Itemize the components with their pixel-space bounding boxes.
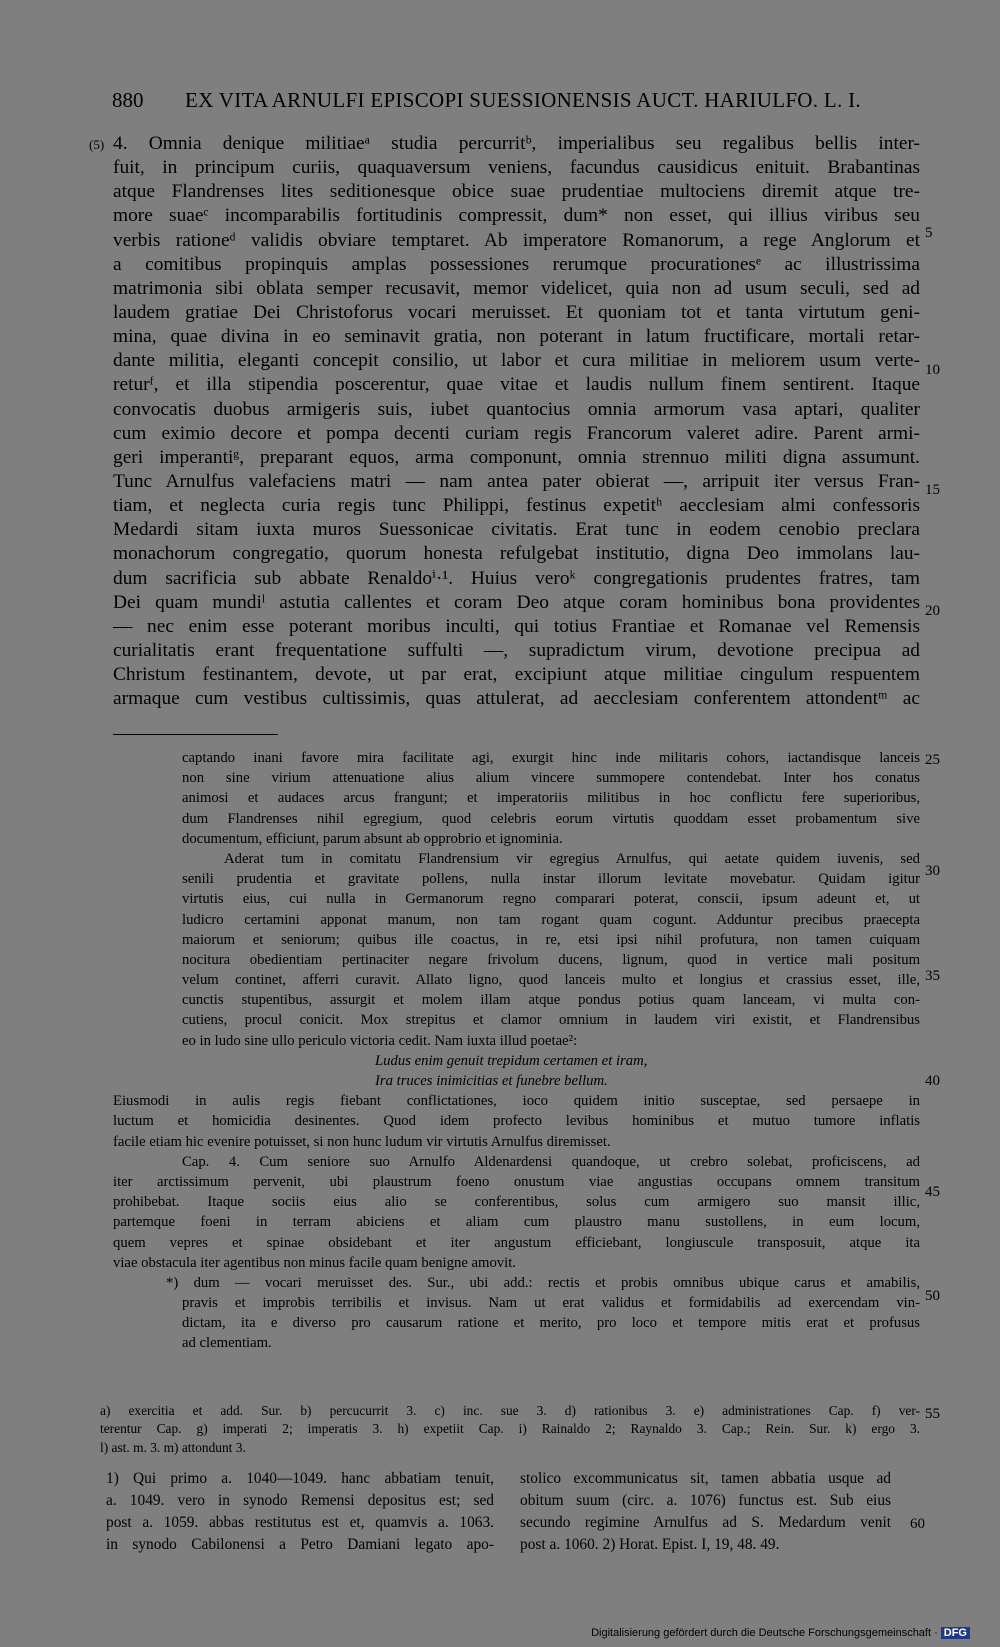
variant-line: l) ast. m. 3. m) attondunt 3. bbox=[100, 1439, 246, 1455]
line-number: 10 bbox=[925, 362, 940, 378]
line-number: 30 bbox=[925, 863, 940, 879]
text-line: laudem gratiae Dei Christoforus vocari meruisset. Et quoniam tot et tanta virtutum geni- bbox=[113, 301, 920, 323]
quote-line: nocitura obedientiam pertinaciter negare frivolum ducens, lignum, quod in vertice mali positum bbox=[182, 951, 920, 968]
quote-line: dum Flandrenses nihil egregium, quod celebris eorum virtutis quoddam esset probamentum sive bbox=[182, 810, 920, 827]
text-line: Medardi sitam iuxta muros Suessonicae civitatis. Erat tunc in eodem cenobio preclara bbox=[113, 519, 920, 541]
quote-line: maiorum et seniorum; quibus ille coactus, in re, etsi ipsi nihil profutura, non tamen cuiquam bbox=[182, 931, 920, 948]
footnote-separator bbox=[113, 734, 278, 735]
line-number: 5 bbox=[925, 225, 933, 241]
text-line: convocatis duobus armigeris suis, iubet quantocius omnia armorum vasa aptari, qualiter bbox=[113, 398, 920, 420]
section-marker: (5) bbox=[89, 137, 105, 152]
digitization-credit bbox=[591, 1627, 970, 1639]
line-number: 40 bbox=[925, 1073, 940, 1089]
note-line: post a. 1059. abbas restitutus est et, quamvis a. 1063. bbox=[106, 1513, 494, 1531]
variant-line: terentur Cap. g) imperati 2; imperatis 3. h) expetiit Cap. i) Rainaldo 2; Raynaldo 3. Cap.; Rein. Sur. k) ergo 3. bbox=[100, 1421, 920, 1437]
quote-line: Aderat tum in comitatu Flandrensium vir egregius Arnulfus, qui aetate quidem iuvenis, sed bbox=[224, 850, 920, 867]
text-line: monachorum congregatio, quorum honesta refulgebat institutio, digna Deo immolans lau- bbox=[113, 543, 920, 565]
text-line: mina, quae divina in eo seminavit gratia, non poterant in latum fructificare, mortali retar- bbox=[113, 326, 920, 348]
text-line: a comitibus propinquis amplas possessiones rerumque procurationesᵉ ac illustrissima bbox=[113, 253, 920, 275]
note-line: post a. 1060. 2) Horat. Epist. I, 19, 48. 49. bbox=[520, 1535, 780, 1553]
quote-line: cunctis stupentibus, assurgit et molem illam atque pondus potius quam lanceam, vi multa con- bbox=[182, 992, 920, 1009]
text-line: atque Flandrenses lites seditionesque obice suae prudentiae multociens diremit atque tre- bbox=[113, 181, 920, 203]
note-line: obitum suum (circ. a. 1076) functus est. Sub eius bbox=[520, 1491, 891, 1509]
quote-line: viae obstacula iter agentibus non minus facile quam benigne amovit. bbox=[113, 1254, 516, 1271]
text-line: tiam, et neglecta curia regis tunc Philippi, festinus expetitʰ aecclesiam almi confessoris bbox=[113, 495, 920, 517]
quote-line: iter arctissimum pervenit, ubi plaustrum foeno onustum viae angustias occupans omnem transitum bbox=[113, 1173, 920, 1190]
quote-line: non sine virium attenuatione alius alium vincere summopere contendebat. Inter hos conatus bbox=[182, 770, 920, 787]
line-number: 60 bbox=[910, 1516, 925, 1532]
text-line: more suaeᶜ incomparabilis fortitudinis compressit, dum* non esset, qui illius viribus seu bbox=[113, 205, 920, 227]
variant-line: a) exercitia et add. Sur. b) percucurrit 3. c) inc. sue 3. d) rationibus 3. e) administrationes Cap. f) ver- bbox=[100, 1403, 920, 1418]
footnote-star: *) dum — vocari meruisset des. Sur., ubi add.: rectis et probis omnibus ubique carus et amabilis, bbox=[166, 1274, 920, 1291]
page-number: 880 bbox=[112, 88, 144, 112]
footnotes-right bbox=[520, 1468, 891, 1556]
quote-line: virtutis eius, cui nulla in Germanorum regno comparari poterat, conscii, ipsum adeunt et, ut bbox=[182, 891, 920, 908]
text-line: fuit, in principum curiis, quaquaversum veniens, facundus causidicus enituit. Brabantinas bbox=[113, 157, 920, 179]
running-title: EX VITA ARNULFI EPISCOPI SUESSIONENSIS AUCT. HARIULFO. L. I. bbox=[185, 88, 861, 112]
note-line: secundo regimine Arnulfus ad S. Medardum venit bbox=[520, 1513, 891, 1531]
line-number: 15 bbox=[925, 482, 940, 498]
line-number: 25 bbox=[925, 752, 940, 768]
note-line: in synodo Cabilonensi a Petro Damiani legato apo- bbox=[106, 1535, 494, 1553]
text-line: Christum festinantem, devote, ut par erat, excipiunt atque militiae cingulum respuentem bbox=[113, 664, 920, 686]
line-number: 45 bbox=[925, 1184, 940, 1200]
quote-line: Eiusmodi in aulis regis fiebant conflictationes, ioco quidem initio susceptae, sed persaepe in bbox=[113, 1093, 920, 1110]
note-line: a. 1049. vero in synodo Remensi depositus est; sed bbox=[106, 1491, 494, 1509]
line-number: 50 bbox=[925, 1288, 940, 1304]
text-line: dum sacrificia sub abbate Renaldoⁱ·¹. Huius veroᵏ congregationis prudentes fratres, tam bbox=[113, 567, 920, 589]
quote-line: senili prudentia et gravitate pollens, nulla instar illorum levitate movebatur. Quidam igitur bbox=[182, 871, 920, 888]
text-line: curialitatis erant frequentatione suffulti —, supradictum virum, devotione precipua ad bbox=[113, 639, 920, 661]
quote-line: Cap. 4. Cum seniore suo Arnulfo Aldenardensi quandoque, ut crebro solebat, proficiscens, ad bbox=[182, 1153, 920, 1170]
line-number: 55 bbox=[925, 1406, 940, 1422]
quote-line: cutiens, procul conicit. Mox strepitus et clamor omnium in laudem viri existit, et Flandrensibus bbox=[182, 1012, 920, 1029]
dfg-logo: DFG bbox=[941, 1627, 970, 1639]
quote-line: ludicro certamini apponat manum, non tam rogant quam cogunt. Adduntur precibus praecepta bbox=[182, 911, 920, 928]
text-line: armaque cum vestibus cultissimis, quas attulerat, ad aecclesiam conferentem attondentᵐ ac bbox=[113, 688, 920, 710]
quote-line: documentum, efficiunt, parum absunt ab opprobrio et ignominia. bbox=[182, 830, 563, 847]
text-line: matrimonia sibi oblata semper recusavit, memor videlicet, quia non ad usum seculi, sed ad bbox=[113, 277, 920, 299]
text-line: geri imperantiᵍ, preparant equos, arma componunt, omnia strennuo militi digna assumunt. bbox=[113, 446, 920, 468]
verse-line: Ludus enim genuit trepidum certamen et iram, bbox=[375, 1052, 648, 1069]
text-line: Tunc Arnulfus valefaciens matri — nam antea pater obierat —, arripuit iter versus Fran- bbox=[113, 470, 920, 492]
quote-line: velum continet, afferri curavit. Allato ligno, quod lanceis multo et longius et crassius esset, ille, bbox=[182, 972, 920, 989]
verse-line: Ira truces inimicitias et funebre bellum. bbox=[375, 1073, 608, 1089]
text-line: cum eximio decore et pompa decenti curiam regis Francorum valeret adire. Parent armi- bbox=[113, 422, 920, 444]
line-number: 35 bbox=[925, 968, 940, 984]
note-line: stolico excommunicatus sit, tamen abbatia usque ad bbox=[520, 1470, 891, 1487]
note-line: 1) Qui primo a. 1040—1049. hanc abbatiam tenuit, bbox=[106, 1470, 494, 1487]
quote-line: eo in ludo sine ullo periculo victoria cedit. Nam iuxta illud poetae²: bbox=[182, 1032, 578, 1049]
footnotes-left bbox=[106, 1468, 494, 1556]
variant-readings bbox=[100, 1402, 920, 1457]
text-line: verbis rationeᵈ validis obviare temptaret. Ab imperatore Romanorum, a rege Anglorum et bbox=[113, 229, 920, 251]
text-line: — nec enim esse poterant moribus inculti, qui totius Frantiae et Romanae vel Remensis bbox=[113, 615, 920, 637]
text-line: returᶠ, et illa stipendia poscerentur, quae vitae et laudis nullum finem sentirent. Itaque bbox=[113, 374, 920, 396]
quote-line: dictam, ita e diverso pro causarum ratione et merito, pro loco et tempore mitis erat et profusus bbox=[182, 1315, 920, 1332]
text-line: 4. Omnia denique militiaeᵃ studia percurritᵇ, imperialibus seu regalibus bellis inter- bbox=[113, 133, 920, 154]
quote-line: prohibebat. Itaque sociis eius alio se conferentibus, solus cum armigero suo mansit illic, bbox=[113, 1194, 920, 1211]
quote-line: pravis et improbis terribilis et invisus. Nam ut erat validus et formidabilis ad exercendam vin- bbox=[182, 1295, 920, 1312]
text-line: dante militia, eleganti concepit consilio, ut labor et cura militiae in meliorem usum verte- bbox=[113, 350, 920, 372]
quote-line: animosi et audaces arcus frangunt; et imperatoriis militibus in hoc conflictu fere superioribus, bbox=[182, 790, 920, 807]
credit-text: Digitalisierung gefördert durch die Deutsche Forschungsgemeinschaft · bbox=[591, 1627, 938, 1639]
quote-line: captando inani favore mira facilitate agi, exurgit hinc inde militaris cohors, iactandisque lanceis bbox=[182, 750, 920, 766]
quote-line: partemque foeni in terram abiciens et aliam cum plaustro manu sustollens, in eum locum, bbox=[113, 1214, 920, 1231]
quote-line: ad clementiam. bbox=[182, 1335, 272, 1352]
quote-line: quem vepres et spinae obsidebant et iter angustum efficiebant, longiuscule transposuit, atque ita bbox=[113, 1234, 920, 1251]
quote-line: facile etiam hic evenire potuisset, si non hunc ludum vir virtutis Arnulfus diremisset. bbox=[113, 1133, 611, 1150]
quoted-excerpt bbox=[113, 748, 920, 1354]
line-number: 20 bbox=[925, 603, 940, 619]
main-text bbox=[113, 132, 920, 711]
text-line: Dei quam mundiˡ astutia callentes et coram Deo atque coram hominibus bona providentes bbox=[113, 591, 920, 613]
quote-line: luctum et homicidia desinentes. Quod idem profecto levibus hominibus et mutuo tumore inflatis bbox=[113, 1113, 920, 1130]
